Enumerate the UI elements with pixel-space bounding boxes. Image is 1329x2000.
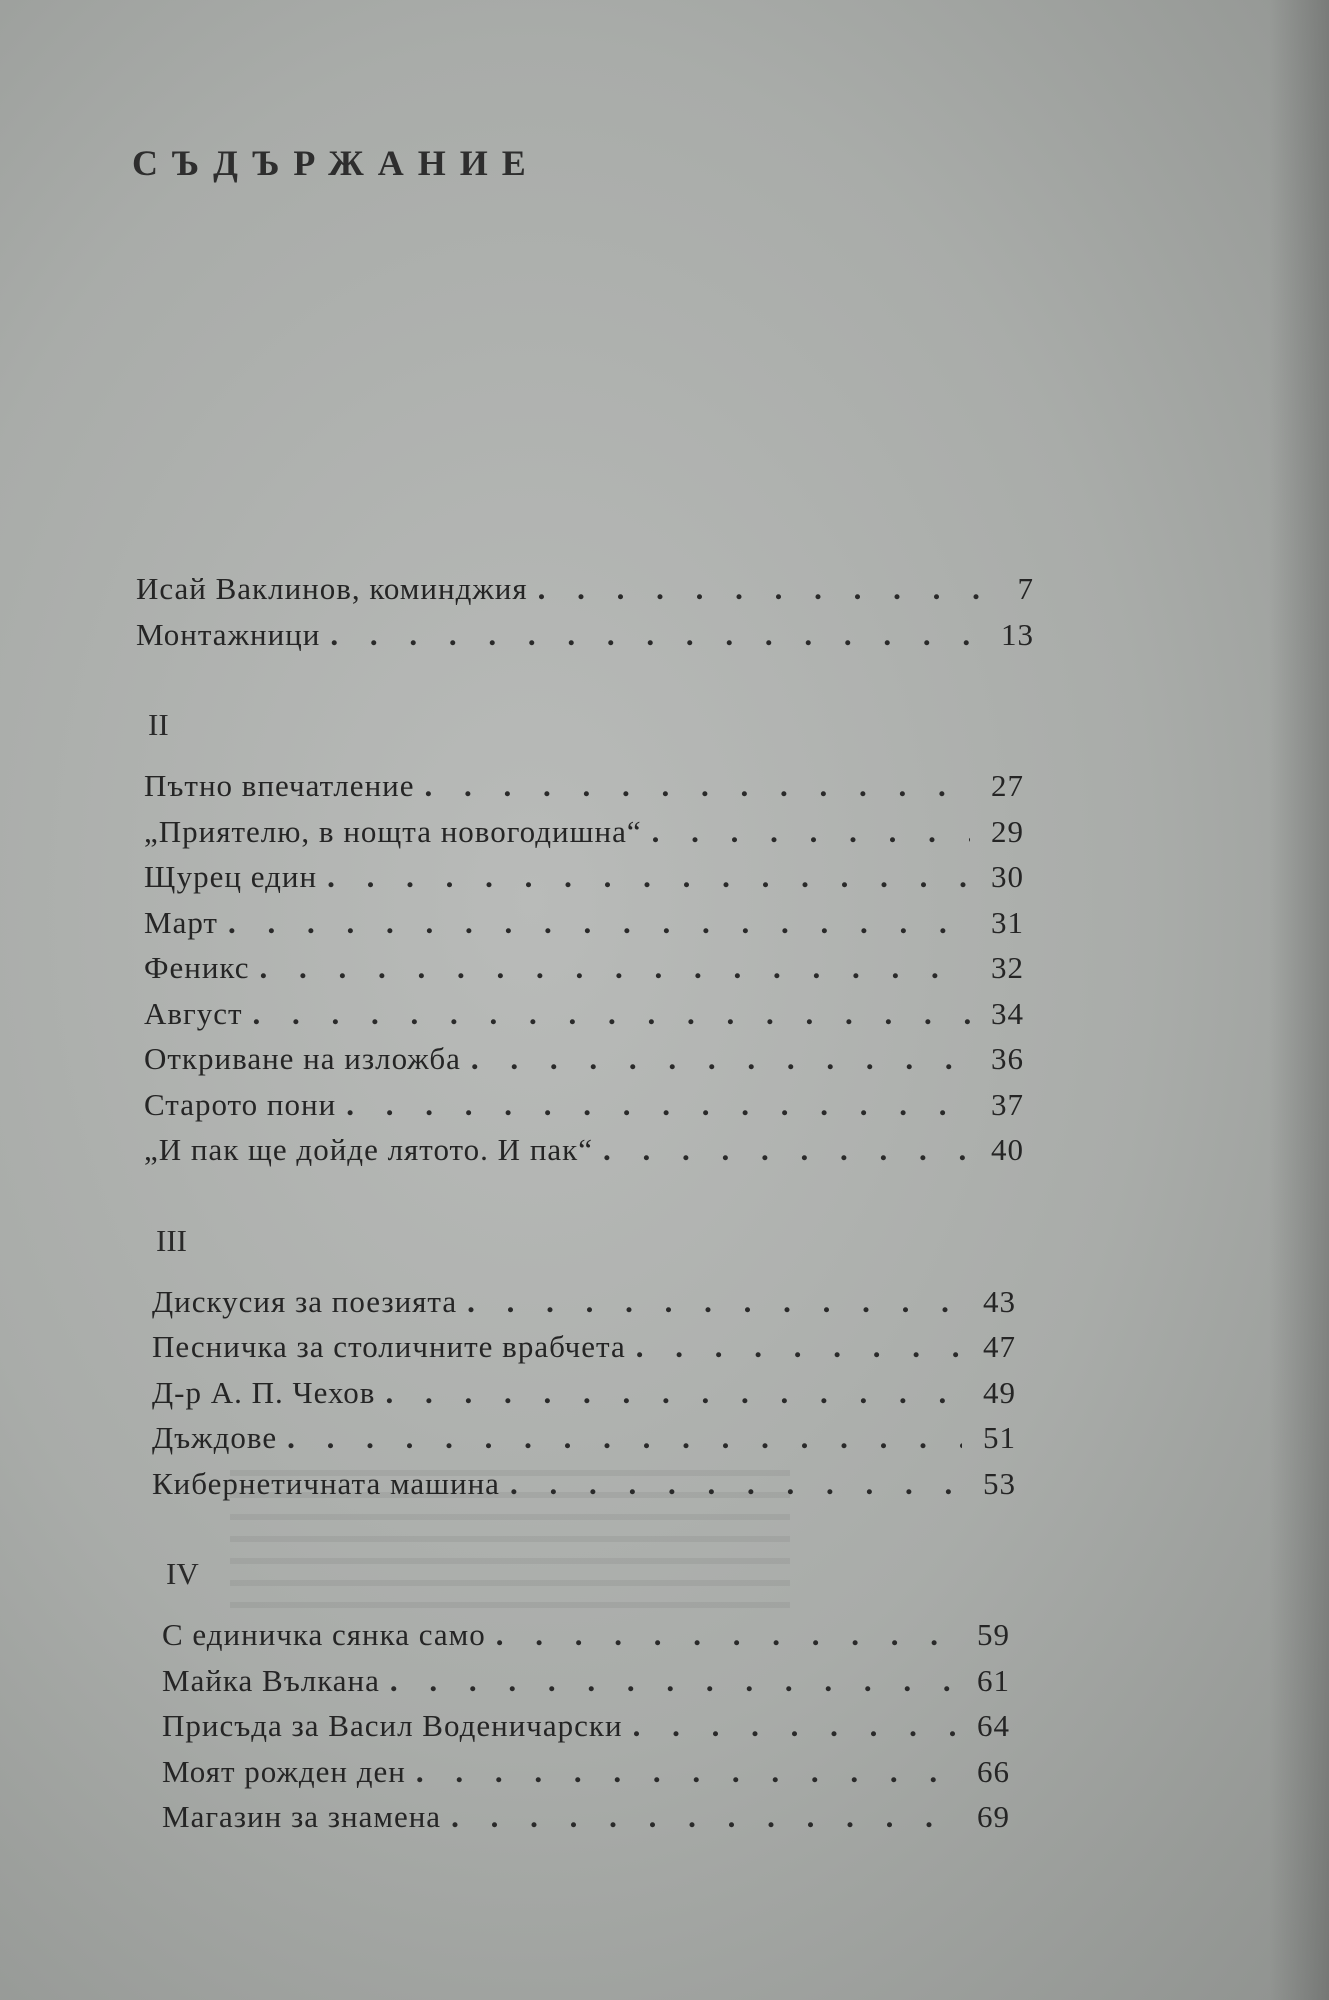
toc-entry (162, 1749, 1010, 1795)
toc-entry-page: 34 (991, 995, 1024, 1031)
section-heading: III (156, 1222, 187, 1258)
toc-entry (152, 1415, 1016, 1461)
toc-entry (144, 945, 1024, 991)
dot-leader (652, 809, 970, 855)
dot-leader (451, 1794, 956, 1840)
toc-entry (162, 1703, 1010, 1749)
toc-entry-title: Майка Вълкана (162, 1662, 380, 1698)
toc-entry-page: 59 (977, 1617, 1010, 1652)
toc-entry (144, 854, 1024, 900)
toc-entry-title: С единичка сянка само (162, 1617, 486, 1652)
toc-entry-page: 61 (977, 1662, 1010, 1698)
toc-section-2 (144, 703, 1024, 1173)
toc-entry-title: Дискусия за поезията (152, 1283, 458, 1319)
show-through-text (230, 1470, 790, 1620)
toc-entry-title: „И пак ще дойде лятото. И пак“ (144, 1132, 593, 1167)
toc-entry (162, 1658, 1010, 1704)
dot-leader (327, 854, 970, 900)
toc-entry (144, 1082, 1024, 1128)
toc-entry-page: 30 (991, 859, 1024, 894)
dot-leader (287, 1415, 962, 1461)
toc-entry-page: 43 (983, 1283, 1016, 1319)
toc-entry (144, 991, 1024, 1037)
dot-leader (416, 1749, 956, 1795)
page-edge-shadow (1269, 0, 1329, 2000)
toc-entry-title: Дъждове (152, 1420, 278, 1455)
toc-entry-page: 32 (991, 950, 1024, 985)
dot-leader (633, 1703, 956, 1749)
toc-entry-page: 53 (983, 1465, 1016, 1501)
toc-entry-title: Магазин за знамена (162, 1799, 442, 1834)
dot-leader (228, 900, 970, 946)
dot-leader (253, 991, 970, 1037)
section-heading: IV (166, 1556, 199, 1591)
toc-entry-page: 37 (991, 1086, 1024, 1122)
page-title: СЪДЪРЖАНИЕ (132, 143, 540, 183)
toc-section-3 (152, 1219, 1016, 1507)
dot-leader (636, 1324, 962, 1370)
dot-leader (603, 1127, 970, 1173)
toc-entry-title: Исай Ваклинов, коминджия (136, 571, 528, 606)
toc-entry-page: 29 (991, 813, 1024, 849)
dot-leader (471, 1036, 970, 1082)
toc-entry-title: Старото пони (144, 1086, 337, 1122)
toc-entry-page: 31 (991, 904, 1024, 940)
dot-leader (346, 1082, 970, 1128)
toc-entry-title: Монтажници (136, 616, 321, 652)
toc-entry (152, 1370, 1016, 1416)
toc-entry-page: 69 (977, 1799, 1010, 1834)
toc-entry-page: 51 (983, 1420, 1016, 1455)
toc-entry (144, 1036, 1024, 1082)
toc-entry-title: Март (144, 904, 218, 940)
toc-entry-page: 36 (991, 1041, 1024, 1076)
section-heading: II (148, 707, 169, 742)
toc-entry-title: Щурец един (144, 859, 318, 894)
toc-entry (144, 809, 1024, 855)
dot-leader (390, 1658, 956, 1704)
dot-leader (330, 612, 980, 658)
toc-entry-page: 64 (977, 1708, 1010, 1743)
toc-entry-title: „Приятелю, в нощта новогодишна“ (144, 813, 642, 849)
toc-entry-title: Август (144, 995, 243, 1031)
toc-entry-page: 13 (1001, 616, 1034, 652)
toc-entry-title: Песничка за столичните врабчета (152, 1329, 626, 1364)
toc-entry (144, 1127, 1024, 1173)
toc-entry-page: 7 (1017, 571, 1034, 606)
toc-entry-title: Откриване на изложба (144, 1041, 461, 1076)
toc-entry-title: Пътно впечатление (144, 768, 415, 803)
toc-entry (162, 1794, 1010, 1840)
toc-entry-page: 40 (991, 1132, 1024, 1167)
toc-entry (152, 1279, 1016, 1325)
toc-entry-page: 27 (991, 768, 1024, 803)
table-of-contents (136, 566, 1036, 1840)
toc-entry (144, 900, 1024, 946)
dot-leader (385, 1370, 962, 1416)
toc-entry (144, 763, 1024, 809)
toc-entry (136, 612, 1034, 658)
toc-entry-title: Присъда за Васил Воденичарски (162, 1708, 623, 1743)
toc-entry-title: Кибернетичната машина (152, 1465, 500, 1501)
toc-entry (152, 1324, 1016, 1370)
dot-leader (538, 566, 980, 612)
dot-leader (259, 945, 970, 991)
dot-leader (467, 1279, 962, 1325)
toc-entry-page: 49 (983, 1374, 1016, 1410)
toc-section-1 (136, 566, 1034, 657)
dot-leader (425, 763, 970, 809)
toc-entry-page: 66 (977, 1753, 1010, 1789)
toc-entry-title: Моят рожден ден (162, 1753, 406, 1789)
toc-entry (136, 566, 1034, 612)
toc-entry-title: Феникс (144, 950, 250, 985)
toc-entry-title: Д-р А. П. Чехов (152, 1374, 376, 1410)
toc-entry-page: 47 (983, 1329, 1016, 1364)
